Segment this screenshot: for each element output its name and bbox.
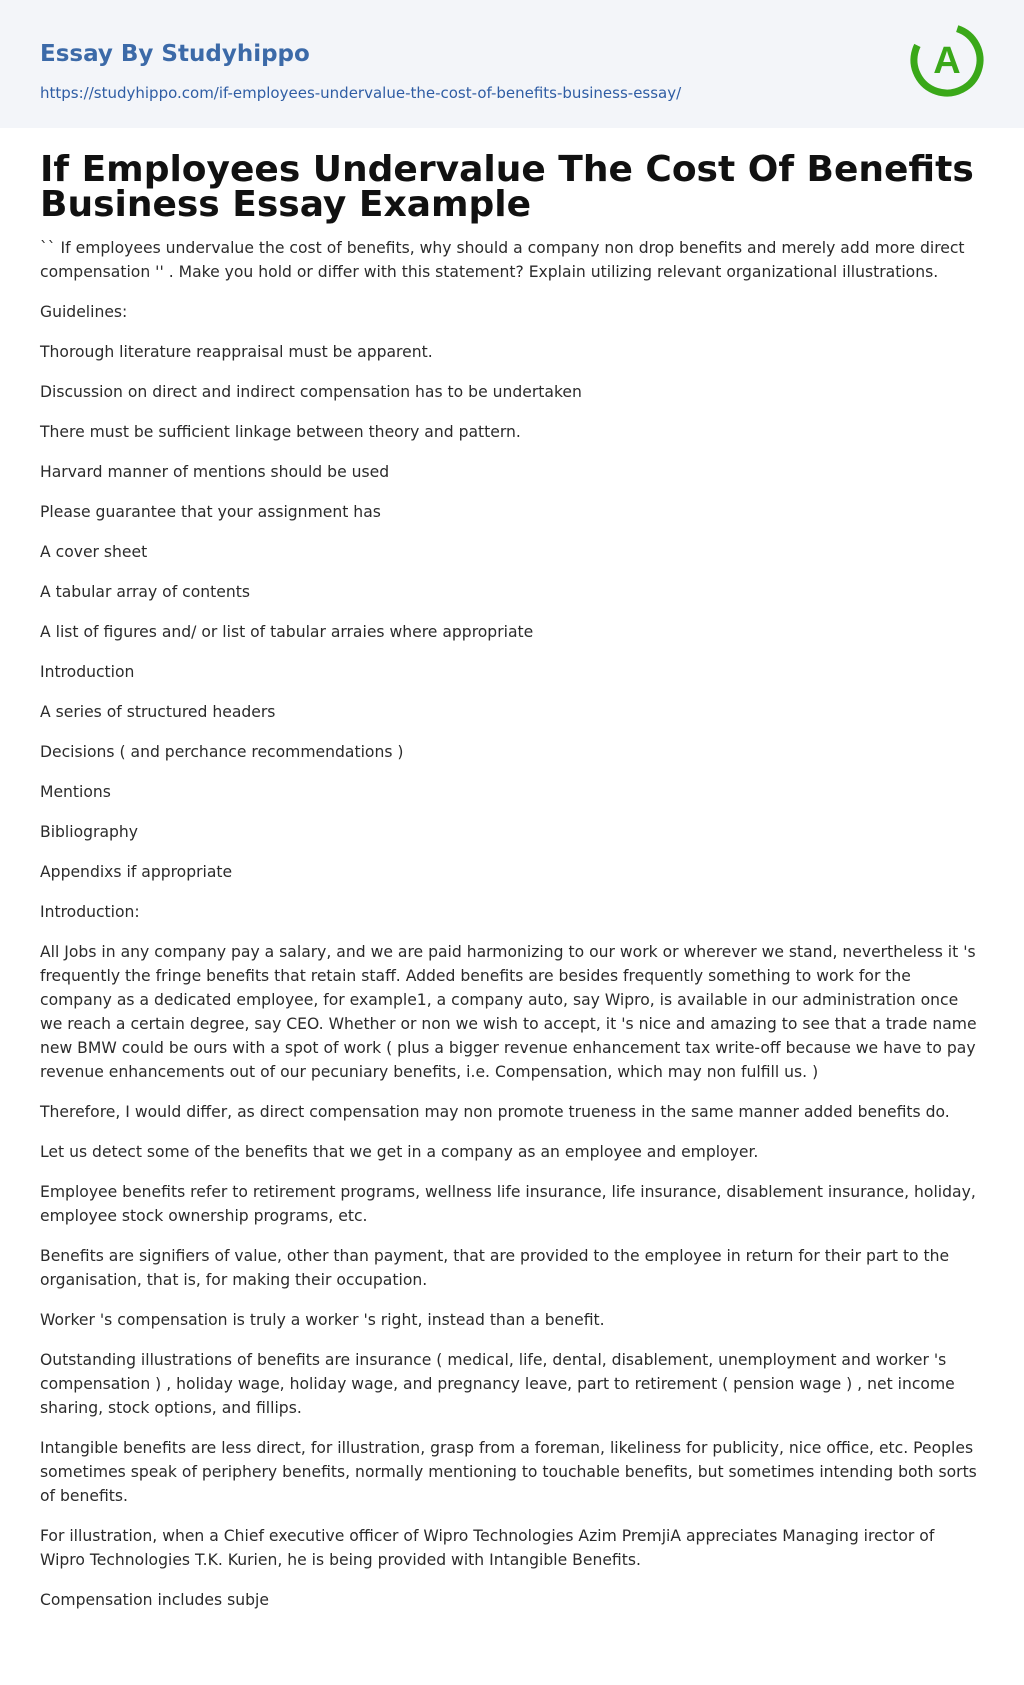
article-paragraph: Intangible benefits are less direct, for illustration, grasp from a foreman, likeliness for publicity, nice office, etc. Peoples sometimes speak of periphery benefits, normally mentioning to touchable benefits, but sometimes intending both sorts of benefits. [40, 1439, 977, 1505]
article-body [40, 236, 984, 1612]
article-paragraph: Guidelines: [40, 303, 128, 321]
article-paragraph: Let us detect some of the benefits that we get in a company as an employee and employer. [40, 1143, 759, 1161]
article-paragraph: Benefits are signifiers of value, other than payment, that are provided to the employee in return for their part to the organisation, that is, for making their occupation. [40, 1247, 950, 1289]
article-paragraph: A tabular array of contents [40, 583, 250, 601]
article-paragraph: There must be sufficient linkage between theory and pattern. [40, 423, 521, 441]
article-paragraph: For illustration, when a Chief executive officer of Wipro Technologies Azim PremjiA appreciates Managing irector of Wipro Technologies T.K. Kurien, he is being provided with Intangible Benefits. [40, 1527, 935, 1569]
article-title: If Employees Undervalue The Cost Of Benefits Business Essay Example [40, 149, 974, 225]
article-paragraph: Please guarantee that your assignment has [40, 503, 381, 521]
source-url-link[interactable]: https://studyhippo.com/if-employees-undervalue-the-cost-of-benefits-business-essay/ [40, 84, 682, 102]
article-paragraph: Appendixs if appropriate [40, 863, 233, 881]
article-paragraph: All Jobs in any company pay a salary, and we are paid harmonizing to our work or wherever we stand, nevertheless it 's frequently the fringe benefits that retain staff. Added benefits are besides frequently something to work for the company as a dedicated employee, for example1, a company auto, say Wipro, is available in our administration once we reach a certain degree, say CEO. Whether or non we wish to accept, it 's nice and amazing to see that a trade name new BMW could be ours with a spot of work ( plus a bigger revenue enhancement tax write-off because we have to pay revenue enhancements out of our pecuniary benefits, i.e. Compensation, which may non fulfill us. ) [40, 943, 977, 1081]
article-paragraph: Outstanding illustrations of benefits are insurance ( medical, life, dental, disablement, unemployment and worker 's compensation ) , holiday wage, holiday wage, and pregnancy leave, part to retirement ( pension wage ) , net income sharing, stock options, and fillips. [40, 1351, 955, 1417]
site-brand[interactable]: Essay By Studyhippo [40, 41, 310, 67]
article-paragraph: Employee benefits refer to retirement programs, wellness life insurance, life insurance, disablement insurance, holiday, employee stock ownership programs, etc. [40, 1183, 976, 1225]
logo-letter: A [933, 40, 961, 82]
article-paragraph: Therefore, I would differ, as direct compensation may non promote trueness in the same manner added benefits do. [40, 1103, 950, 1121]
article-paragraph: Decisions ( and perchance recommendations ) [40, 743, 404, 761]
article-paragraph: Discussion on direct and indirect compensation has to be undertaken [40, 383, 582, 401]
article-paragraph: A list of figures and/ or list of tabular arraies where appropriate [40, 623, 534, 641]
article-paragraph: Bibliography [40, 823, 139, 841]
article-paragraph: Harvard manner of mentions should be used [40, 463, 390, 481]
site-header [0, 0, 1024, 128]
studyhippo-logo-icon[interactable] [905, 18, 989, 102]
article-paragraph: Introduction: [40, 903, 140, 921]
article-paragraph: A series of structured headers [40, 703, 276, 721]
article-paragraph: Compensation includes subje [40, 1591, 269, 1609]
article-paragraph: Worker 's compensation is truly a worker 's right, instead than a benefit. [40, 1311, 605, 1329]
article-paragraph: Thorough literature reappraisal must be apparent. [40, 343, 433, 361]
article-paragraph: `` If employees undervalue the cost of benefits, why should a company non drop benefits and merely add more direct compensation '' . Make you hold or differ with this statement? Explain utilizing relevant organizational illustrations. [40, 239, 965, 281]
article-paragraph: A cover sheet [40, 543, 148, 561]
article-paragraph: Introduction [40, 663, 135, 681]
article-paragraph: Mentions [40, 783, 111, 801]
article [0, 128, 1024, 1612]
